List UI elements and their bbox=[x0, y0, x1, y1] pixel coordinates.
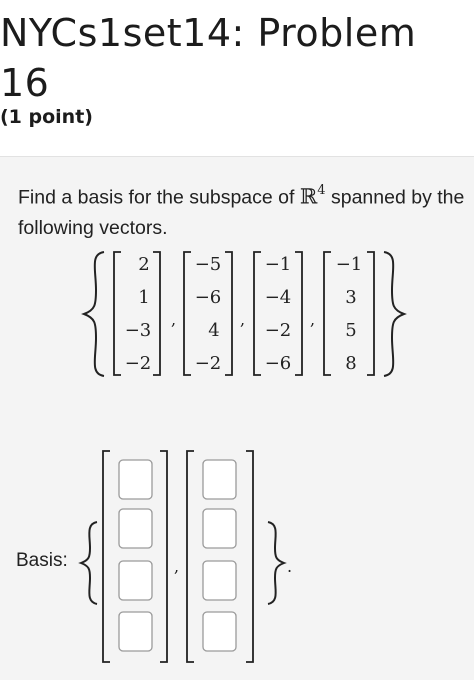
prompt-text-before: Find a basis for the subspace of bbox=[18, 186, 300, 209]
basis-vector-2 bbox=[203, 460, 236, 651]
basis-vector-2-left-bracket bbox=[187, 451, 194, 662]
basis-2-entry-4-input[interactable] bbox=[203, 612, 236, 651]
vector-1-left-bracket bbox=[114, 252, 121, 375]
vector-4-right-bracket bbox=[367, 252, 374, 375]
vector-2-entry-2: −6 bbox=[194, 287, 222, 308]
vector-2-entry-3: 4 bbox=[208, 320, 220, 341]
vector-1-entry-4: −2 bbox=[124, 353, 152, 374]
comma-3: , bbox=[310, 310, 316, 329]
vector-4-entry-2: 3 bbox=[345, 287, 357, 308]
vector-4-entry-4: 8 bbox=[345, 353, 357, 374]
vector-1-right-bracket bbox=[153, 252, 160, 375]
basis-vector-1-left-bracket bbox=[103, 451, 110, 662]
vector-2-left-bracket bbox=[184, 252, 191, 375]
basis-2-entry-3-input[interactable] bbox=[203, 561, 236, 600]
points-label: (1 point) bbox=[0, 106, 93, 128]
vector-3-right-bracket bbox=[295, 252, 302, 375]
comma-2: , bbox=[240, 310, 246, 329]
prompt-text-after: spanned by the following vectors. bbox=[18, 186, 465, 239]
vector-set bbox=[0, 245, 474, 380]
basis-2-entry-1-input[interactable] bbox=[203, 460, 236, 499]
basis-label: Basis: bbox=[16, 550, 68, 571]
vector-3-entry-4: −6 bbox=[264, 353, 292, 374]
title-line-1: NYCs1set14: Problem bbox=[0, 11, 417, 55]
space-dimension: 4 bbox=[317, 183, 326, 198]
basis-vector-1-right-bracket bbox=[160, 451, 167, 662]
vector-1-entry-1: 2 bbox=[138, 254, 150, 275]
basis-2-entry-2-input[interactable] bbox=[203, 509, 236, 548]
real-space-symbol: ℝ bbox=[299, 184, 318, 209]
vector-2-entry-1: −5 bbox=[194, 254, 222, 275]
basis-1-entry-4-input[interactable] bbox=[119, 612, 152, 651]
vector-1-entry-3: −3 bbox=[124, 320, 152, 341]
basis-1-entry-1-input[interactable] bbox=[119, 460, 152, 499]
vector-3-entry-2: −4 bbox=[264, 287, 292, 308]
vector-4-left-bracket bbox=[324, 252, 331, 375]
problem-prompt bbox=[18, 178, 468, 243]
comma-1: , bbox=[171, 310, 177, 329]
set-right-brace bbox=[384, 252, 404, 376]
vector-1-entry-2: 1 bbox=[138, 287, 150, 308]
basis-period: . bbox=[287, 557, 293, 576]
basis-vector-1 bbox=[119, 460, 152, 651]
vector-1 bbox=[114, 252, 160, 375]
page-title bbox=[0, 8, 474, 108]
vector-3-entry-3: −2 bbox=[264, 320, 292, 341]
basis-1-entry-3-input[interactable] bbox=[119, 561, 152, 600]
set-left-brace bbox=[84, 252, 104, 376]
vector-2 bbox=[184, 252, 232, 375]
vector-3-left-bracket bbox=[254, 252, 261, 375]
basis-comma: , bbox=[174, 557, 180, 576]
vector-2-right-bracket bbox=[225, 252, 232, 375]
basis-answer bbox=[0, 445, 474, 670]
basis-right-brace bbox=[268, 522, 284, 604]
basis-left-brace bbox=[81, 522, 97, 604]
title-line-2: 16 bbox=[0, 61, 50, 105]
vector-4-entry-3: 5 bbox=[345, 320, 357, 341]
vector-3-entry-1: −1 bbox=[264, 254, 292, 275]
vector-3 bbox=[254, 252, 302, 375]
vector-4 bbox=[324, 252, 374, 375]
basis-vector-2-right-bracket bbox=[246, 451, 253, 662]
vector-4-entry-1: −1 bbox=[335, 254, 363, 275]
basis-1-entry-2-input[interactable] bbox=[119, 509, 152, 548]
vector-2-entry-4: −2 bbox=[194, 353, 222, 374]
